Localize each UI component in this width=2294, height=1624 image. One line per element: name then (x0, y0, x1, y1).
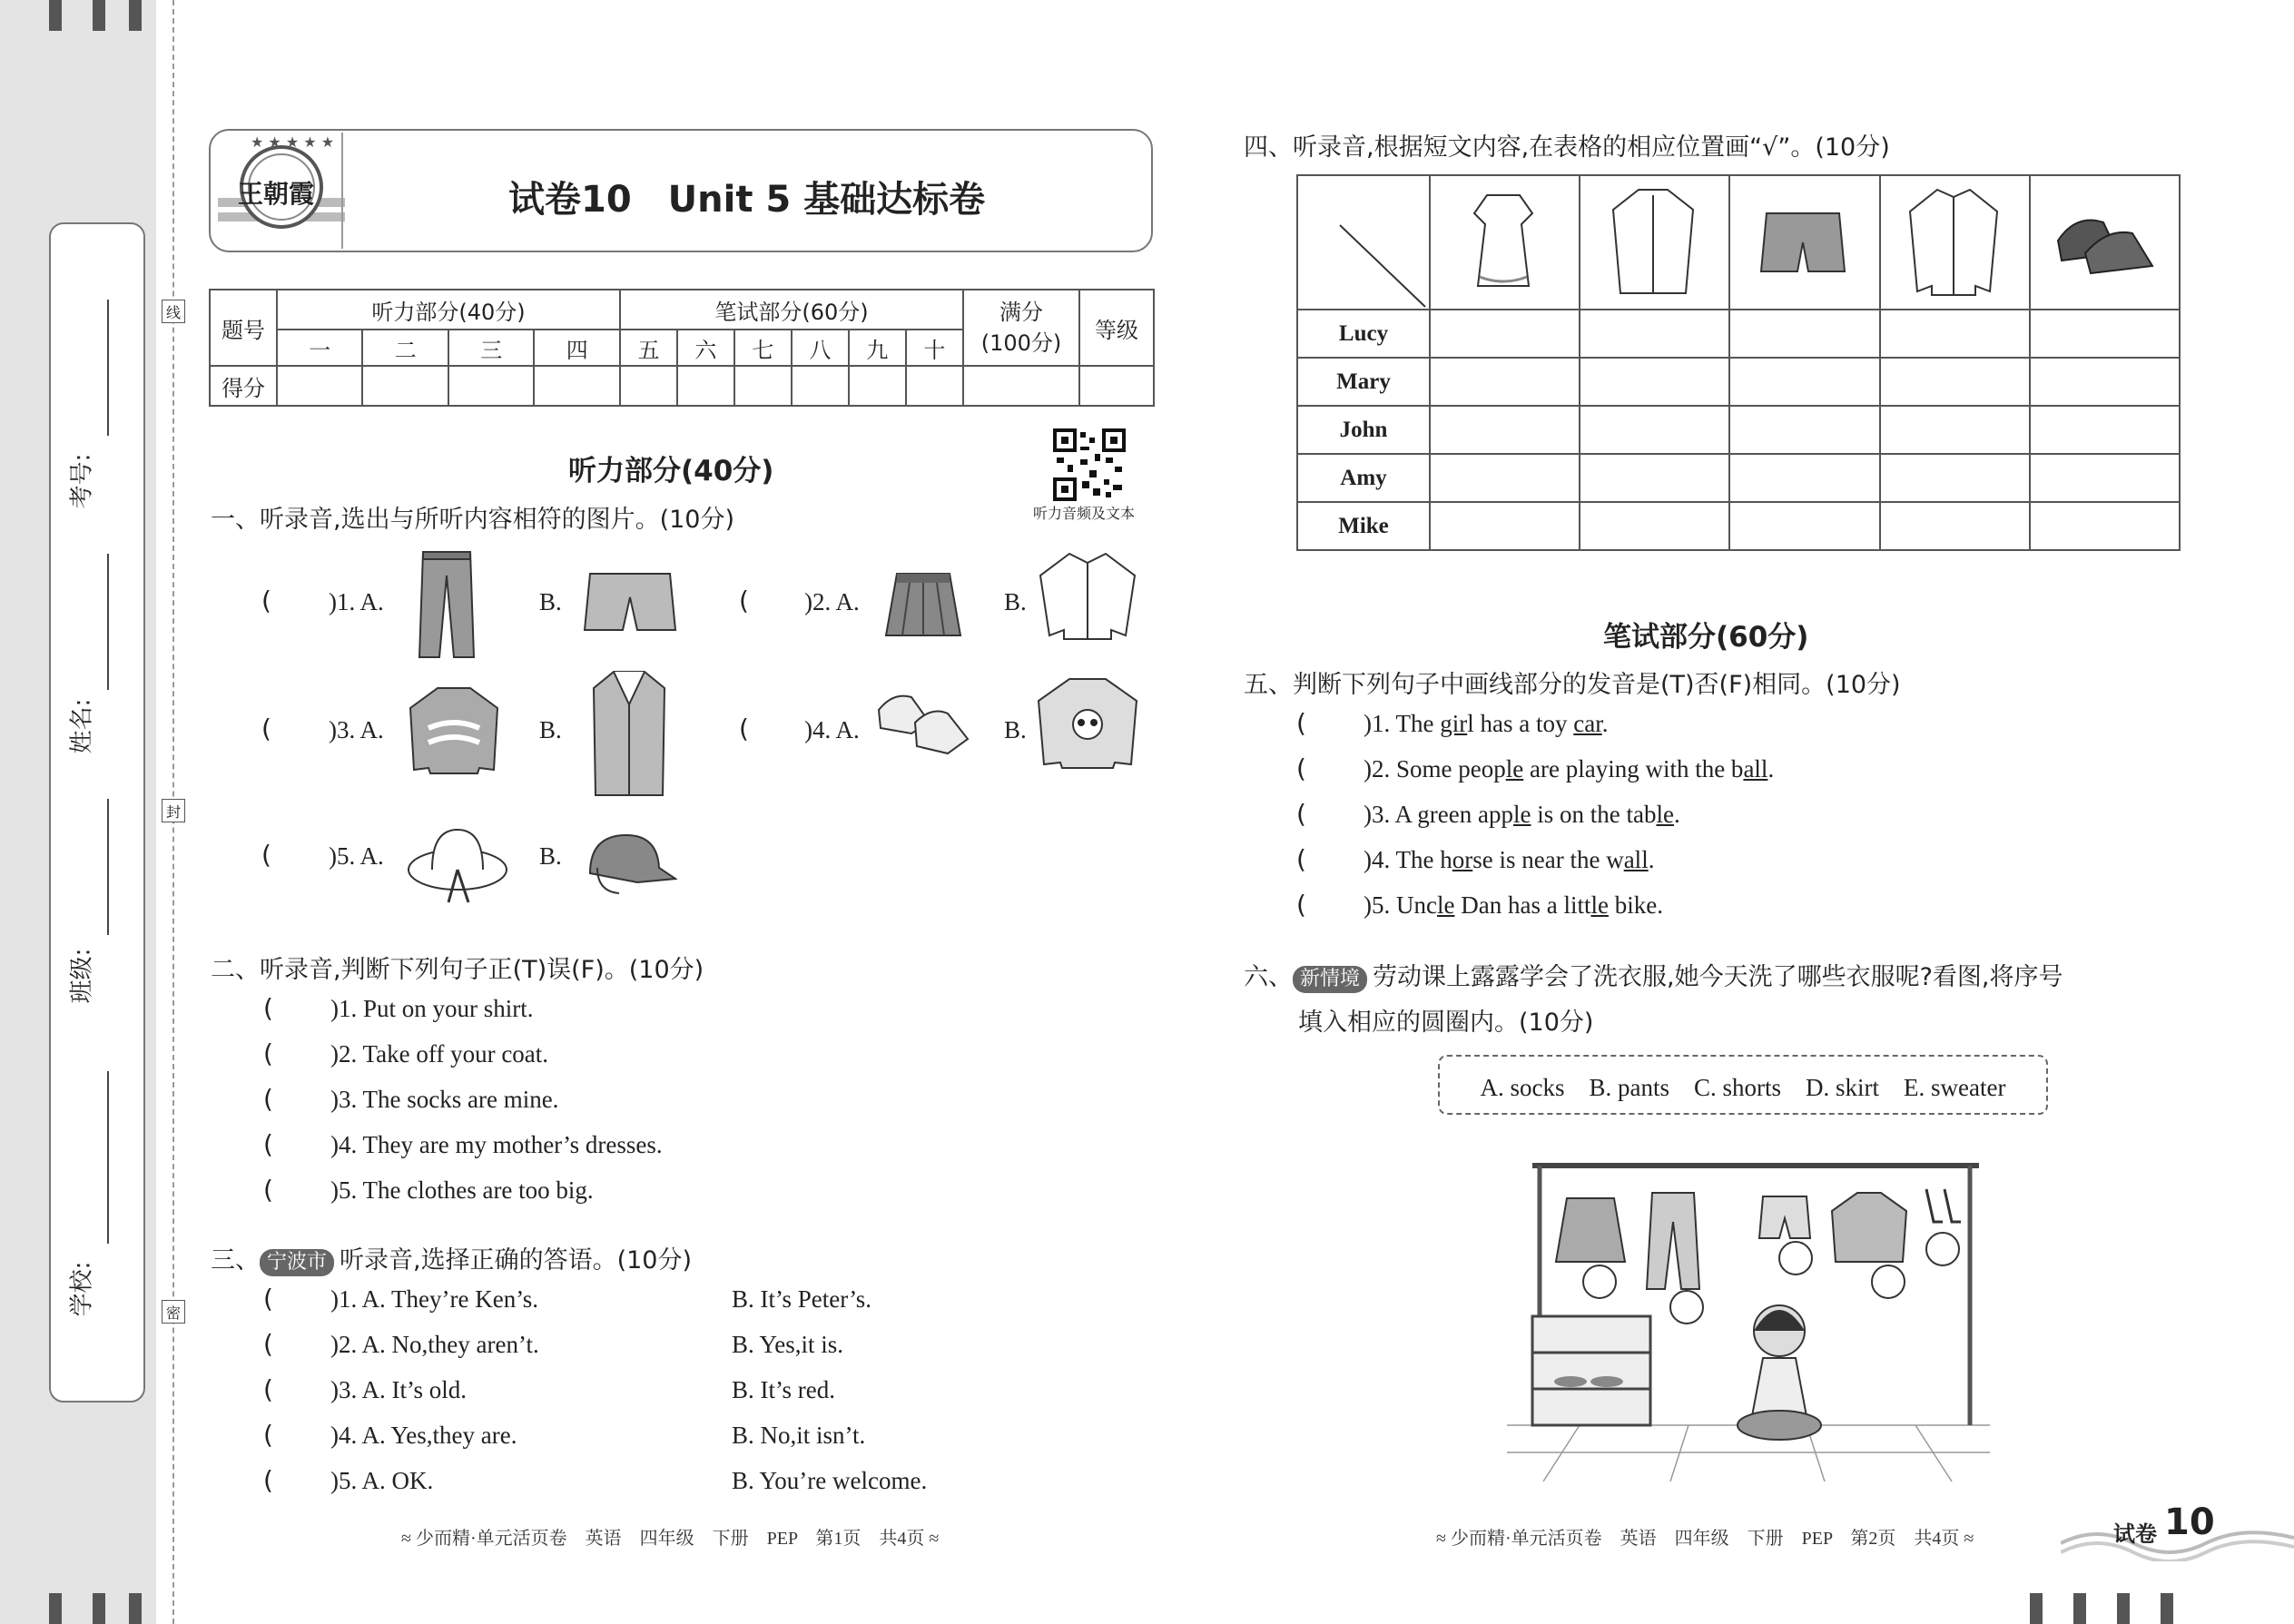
score-cell[interactable] (448, 366, 534, 406)
hat-icon[interactable] (405, 821, 510, 908)
score-table-full (963, 290, 1079, 366)
word-bank: A. socks B. pants C. shorts D. skirt E. sweater (1438, 1055, 2048, 1115)
s5-underlined: le (1512, 801, 1531, 828)
checklist-table (1296, 174, 2181, 551)
check-cell[interactable] (1729, 502, 1879, 550)
s5-underlined: or (1452, 846, 1473, 873)
check-cell[interactable] (1430, 454, 1580, 502)
laundry-scene-illustration (1507, 1153, 1990, 1481)
answer-paren[interactable]: ( (1296, 753, 1306, 783)
score-table-numeral: 三 (448, 330, 534, 366)
long-shirt-icon (1881, 177, 2026, 304)
check-cell[interactable] (1880, 502, 2030, 550)
binding-tick (2030, 1593, 2043, 1624)
row-name-john: John (1297, 406, 1430, 454)
s5-underlined: le (1656, 801, 1674, 828)
score-cell[interactable] (792, 366, 849, 406)
s2-item-4: )4. They are my mother’s dresses. (330, 1131, 663, 1158)
page-title: 试卷10 Unit 5 基础达标卷 (508, 179, 986, 221)
s5-num: )3. (1364, 801, 1395, 828)
shirt-icon[interactable] (1033, 548, 1142, 643)
score-table-numeral: 九 (849, 330, 906, 366)
check-cell[interactable] (1880, 358, 2030, 406)
s5-text: is on the tab (1531, 801, 1657, 828)
check-cell[interactable] (1729, 358, 1879, 406)
header-coat-cell (1580, 175, 1729, 310)
s5-text: The h (1395, 846, 1452, 873)
section-6-prefix: 六、 (1244, 963, 1293, 991)
dress-icon (1431, 177, 1576, 304)
binding-tick (49, 0, 62, 31)
score-cell[interactable] (277, 366, 362, 406)
s5-text: . (1648, 846, 1655, 873)
section-3-text: 听录音,选择正确的答语。(10分) (340, 1246, 693, 1275)
binding-tick (2161, 1593, 2173, 1624)
s5-item-4 (1364, 846, 1654, 874)
q3-option-b: B. (539, 716, 562, 743)
panda-sweater-icon[interactable] (1033, 674, 1142, 772)
s5-text: A green app (1394, 801, 1513, 828)
score-table-full-sub: (100分) (980, 330, 1062, 356)
footer-left: ≈ 少而精·单元活页卷 英语 四年级 下册 PEP 第1页 共4页 ≈ (401, 1529, 940, 1549)
header-shirt-cell (1880, 175, 2030, 310)
check-cell[interactable] (1880, 310, 2030, 358)
section-6-line-2: 填入相应的圆圈内。(10分) (1298, 1009, 1594, 1037)
s5-underlined: all (1743, 755, 1768, 782)
diagonal-line (1298, 176, 1431, 310)
check-cell[interactable] (1580, 358, 1729, 406)
s3-item-1-a: )1. A. They’re Ken’s. (330, 1285, 538, 1313)
score-cell[interactable] (1079, 366, 1154, 406)
s5-item-3 (1364, 801, 1680, 829)
s5-text: Unc (1396, 891, 1437, 919)
page-badge-number: 10 (2164, 1501, 2215, 1543)
check-cell[interactable] (1430, 406, 1580, 454)
check-cell[interactable] (1729, 406, 1879, 454)
s3-item-4-b: B. No,it isn’t. (732, 1422, 866, 1449)
score-cell[interactable] (849, 366, 906, 406)
seal-mark-mi: 密 (162, 1300, 185, 1324)
s5-underlined: le (1505, 755, 1524, 782)
section-6-text: 劳动课上露露学会了洗衣服,她今天洗了哪些衣服呢?看图,将序号 (1373, 963, 2063, 991)
field-line-name[interactable] (107, 554, 109, 690)
section-1-title: 一、听录音,选出与所听内容相符的图片。(10分) (211, 506, 735, 534)
section-6-line-1 (1244, 957, 2063, 993)
s5-underlined: car (1573, 710, 1602, 737)
listening-heading: 听力部分(40分) (568, 455, 774, 487)
field-label-exam-no: 考号: (68, 453, 96, 509)
check-cell[interactable] (1729, 310, 1879, 358)
check-cell[interactable] (2030, 310, 2180, 358)
field-label-school: 学校: (68, 1261, 96, 1317)
header-divider (341, 133, 343, 249)
field-label-class: 班级: (68, 948, 96, 1004)
s3-item-3-b: B. It’s red. (732, 1376, 835, 1403)
scenario-tag: 新情境 (1293, 966, 1367, 993)
score-table-label-tihao: 题号 (210, 290, 277, 366)
score-cell[interactable] (677, 366, 734, 406)
s2-item-3: )3. The socks are mine. (330, 1086, 559, 1113)
score-cell[interactable] (620, 366, 677, 406)
s3-item-2-a: )2. A. No,they aren’t. (330, 1331, 539, 1358)
score-table-writing: 笔试部分(60分) (620, 290, 963, 330)
s3-item-4-a: )4. A. Yes,they are. (330, 1422, 517, 1449)
s3-item-1-b: B. It’s Peter’s. (732, 1285, 871, 1313)
footer-right: ≈ 少而精·单元活页卷 英语 四年级 下册 PEP 第2页 共4页 ≈ (1436, 1529, 1974, 1549)
q5-number: )5. A. (329, 842, 384, 870)
score-cell[interactable] (906, 366, 963, 406)
answer-paren[interactable]: ( (1296, 708, 1306, 738)
page-badge-label: 试卷 (2113, 1521, 2157, 1547)
field-line-exam-no[interactable] (107, 300, 109, 436)
score-cell[interactable] (734, 366, 792, 406)
score-table-numeral: 四 (534, 330, 620, 366)
answer-paren[interactable]: ( (263, 1084, 273, 1114)
section-3-title (211, 1240, 692, 1276)
score-table-label-score: 得分 (210, 366, 277, 406)
section-5-title: 五、判断下列句子中画线部分的发音是(T)否(F)相同。(10分) (1244, 671, 1901, 699)
binding-tick (2073, 1593, 2086, 1624)
table-corner-cell (1297, 175, 1430, 310)
s5-item-2 (1364, 755, 1774, 783)
answer-paren[interactable]: ( (263, 1329, 273, 1359)
s5-underlined: gir (1440, 710, 1468, 737)
shorts-icon[interactable] (583, 570, 677, 635)
s3-item-5-a: )5. A. OK. (330, 1467, 434, 1494)
s5-text: Some peop (1396, 755, 1506, 782)
answer-paren[interactable]: ( (1296, 799, 1306, 829)
answer-paren[interactable]: ( (739, 586, 749, 615)
q1-number: )1. A. (329, 588, 384, 615)
check-cell[interactable] (2030, 406, 2180, 454)
writing-heading: 笔试部分(60分) (1603, 621, 1809, 654)
answer-paren[interactable]: ( (261, 840, 271, 870)
coat-icon[interactable] (590, 668, 668, 799)
binding-tick (93, 0, 105, 31)
binding-tick (93, 1593, 105, 1624)
q4-number: )4. A. (804, 716, 860, 743)
logo-text: 王朝霞 (238, 179, 315, 209)
answer-paren[interactable]: ( (1296, 844, 1306, 874)
check-cell[interactable] (1430, 310, 1580, 358)
s5-text: se is near the w (1472, 846, 1624, 873)
region-tag: 宁波市 (260, 1249, 334, 1276)
s5-underlined: le (1436, 891, 1455, 919)
score-table-numeral: 六 (677, 330, 734, 366)
s5-text: are playing with the b (1523, 755, 1744, 782)
q4-option-b: B. (1004, 716, 1027, 743)
binding-tick (129, 1593, 142, 1624)
answer-paren[interactable]: ( (263, 1374, 273, 1404)
answer-paren[interactable]: ( (263, 1175, 273, 1205)
s5-text: The (1395, 710, 1441, 737)
denim-shorts-icon (1730, 177, 1876, 304)
field-line-school[interactable] (107, 1071, 109, 1244)
answer-paren[interactable]: ( (263, 993, 273, 1023)
q2-option-b: B. (1004, 588, 1027, 615)
raincoat-icon (1580, 177, 1726, 304)
answer-paren[interactable]: ( (263, 1284, 273, 1314)
skirt-icon[interactable] (882, 570, 964, 641)
s5-text: . (1601, 710, 1609, 737)
row-name-mary: Mary (1297, 358, 1430, 406)
score-cell[interactable] (963, 366, 1079, 406)
score-table-grade: 等级 (1079, 290, 1154, 366)
check-cell[interactable] (1430, 502, 1580, 550)
q2-number: )2. A. (804, 588, 860, 615)
s2-item-2: )2. Take off your coat. (330, 1040, 549, 1068)
row-name-lucy: Lucy (1297, 310, 1430, 358)
score-table-numeral: 一 (277, 330, 362, 366)
answer-paren[interactable]: ( (263, 1038, 273, 1068)
answer-paren[interactable]: ( (261, 714, 271, 743)
row-name-mike: Mike (1297, 502, 1430, 550)
binding-tick (2117, 1593, 2130, 1624)
answer-paren[interactable]: ( (263, 1129, 273, 1159)
header-sneakers-cell (2030, 175, 2180, 310)
check-cell[interactable] (1580, 406, 1729, 454)
check-cell[interactable] (1580, 310, 1729, 358)
field-label-name: 姓名: (68, 698, 96, 754)
header-shorts-cell (1729, 175, 1879, 310)
answer-paren[interactable]: ( (739, 714, 749, 743)
s5-num: )2. (1364, 755, 1396, 782)
section-3-prefix: 三、 (211, 1246, 260, 1275)
student-info-box (49, 222, 145, 1403)
s3-item-2-b: B. Yes,it is. (732, 1331, 844, 1358)
s5-item-1 (1364, 710, 1608, 738)
check-cell[interactable] (1880, 406, 2030, 454)
s5-num: )5. (1364, 891, 1396, 919)
s5-text: . (1673, 801, 1680, 828)
answer-paren[interactable]: ( (263, 1465, 273, 1495)
s3-item-5-b: B. You’re welcome. (732, 1467, 928, 1494)
header-dress-cell (1430, 175, 1580, 310)
score-table-numeral: 五 (620, 330, 677, 366)
check-cell[interactable] (2030, 358, 2180, 406)
shoes-icon[interactable] (875, 683, 971, 761)
score-cell[interactable] (362, 366, 448, 406)
seal-mark-feng: 封 (162, 799, 185, 822)
pants-icon[interactable] (414, 548, 479, 661)
answer-paren[interactable]: ( (263, 1420, 273, 1450)
s3-item-3-a: )3. A. It’s old. (330, 1376, 468, 1403)
cap-icon[interactable] (583, 828, 677, 899)
sweater-icon[interactable] (407, 683, 501, 777)
score-table-numeral: 七 (734, 330, 792, 366)
check-cell[interactable] (1880, 454, 2030, 502)
s5-item-5 (1364, 891, 1663, 920)
score-table-numeral: 八 (792, 330, 849, 366)
check-cell[interactable] (2030, 502, 2180, 550)
score-table (209, 289, 1155, 407)
check-cell[interactable] (1430, 358, 1580, 406)
score-table-numeral: 二 (362, 330, 448, 366)
s5-text: l has a toy (1467, 710, 1574, 737)
check-cell[interactable] (1729, 454, 1879, 502)
score-table-numeral: 十 (906, 330, 963, 366)
row-name-amy: Amy (1297, 454, 1430, 502)
binding-tick (129, 0, 142, 31)
s5-underlined: le (1590, 891, 1609, 919)
s2-item-1: )1. Put on your shirt. (330, 995, 534, 1022)
s5-text: . (1767, 755, 1775, 782)
s5-underlined: all (1623, 846, 1649, 873)
answer-paren[interactable]: ( (261, 586, 271, 615)
score-table-listening: 听力部分(40分) (277, 290, 620, 330)
q5-option-b: B. (539, 842, 562, 870)
s5-text: Dan has a litt (1454, 891, 1591, 919)
sneakers-icon (2031, 177, 2176, 304)
check-cell[interactable] (2030, 454, 2180, 502)
field-line-class[interactable] (107, 799, 109, 935)
check-cell[interactable] (1580, 502, 1729, 550)
answer-paren[interactable]: ( (1296, 890, 1306, 920)
svg-text:★ ★ ★ ★ ★: ★ ★ ★ ★ ★ (251, 134, 335, 151)
s5-num: )4. (1364, 846, 1396, 873)
q3-number: )3. A. (329, 716, 384, 743)
score-table-full-label: 满分 (999, 300, 1043, 325)
s2-item-5: )5. The clothes are too big. (330, 1176, 594, 1204)
section-2-title: 二、听录音,判断下列句子正(T)误(F)。(10分) (211, 956, 704, 984)
score-cell[interactable] (534, 366, 620, 406)
binding-tick (49, 1593, 62, 1624)
q1-option-b: B. (539, 588, 562, 615)
qr-caption: 听力音频及文本 (1033, 505, 1136, 522)
s5-num: )1. (1364, 710, 1396, 737)
seal-mark-xian: 线 (162, 300, 185, 323)
section-4-title: 四、听录音,根据短文内容,在表格的相应位置画“√”。(10分) (1244, 133, 1890, 162)
qr-code-icon[interactable] (1053, 428, 1126, 501)
s5-text: bike. (1608, 891, 1663, 919)
check-cell[interactable] (1580, 454, 1729, 502)
